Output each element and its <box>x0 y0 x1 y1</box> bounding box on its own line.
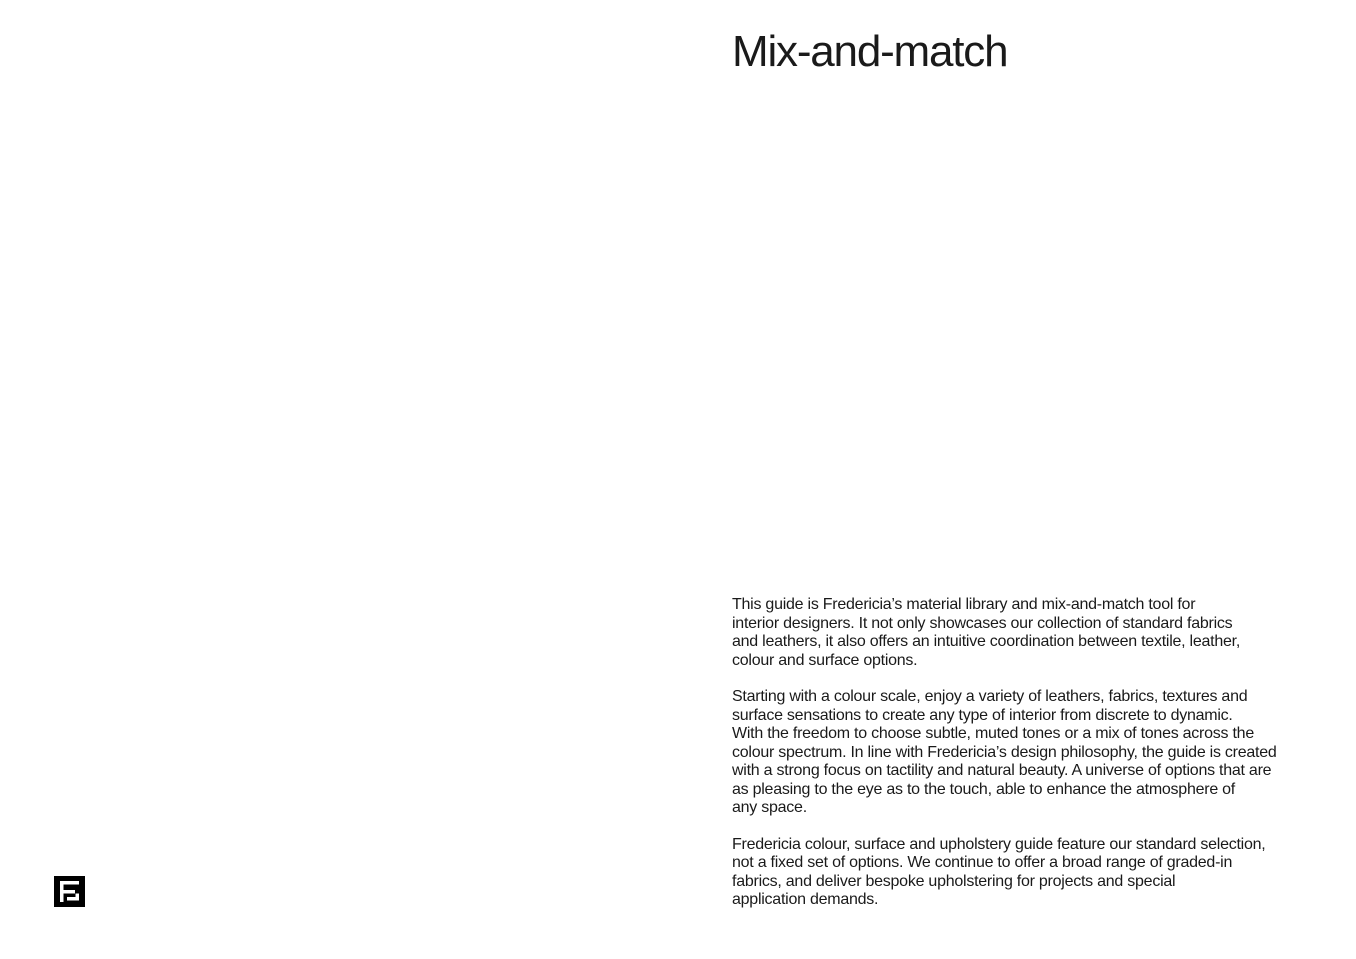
fredericia-logo-icon <box>54 876 85 907</box>
text-line: Fredericia colour, surface and upholstery guide feature our standard selection, <box>732 835 1266 853</box>
page-title: Mix-and-match <box>732 27 1008 76</box>
paragraph-standard-selection <box>732 836 1332 910</box>
text-line: with a strong focus on tactility and natural beauty. A universe of options that are <box>732 762 1272 779</box>
text-line: This guide is Fredericia’s material library and mix-and-match tool for <box>732 596 1196 613</box>
paragraph-colour-scale <box>732 688 1332 818</box>
text-line: not a fixed set of options. We continue to offer a broad range of graded-in <box>732 854 1233 871</box>
body-text <box>732 596 1332 928</box>
text-line: as pleasing to the eye as to the touch, able to enhance the atmosphere of <box>732 780 1235 798</box>
text-line: fabrics, and deliver bespoke upholstering for projects and special <box>732 872 1176 890</box>
text-line: any space. <box>732 799 807 816</box>
right-page <box>678 0 1356 959</box>
text-line: and leathers, it also offers an intuitive coordination between textile, leather, <box>732 633 1241 650</box>
text-line: colour and surface options. <box>732 651 918 669</box>
text-line: surface sensations to create any type of interior from discrete to dynamic. <box>732 706 1233 724</box>
text-line: application demands. <box>732 891 879 908</box>
text-line: Starting with a colour scale, enjoy a variety of leathers, fabrics, textures and <box>732 688 1248 705</box>
text-line: interior designers. It not only showcases our collection of standard fabrics <box>732 614 1233 632</box>
text-line: colour spectrum. In line with Fredericia’s design philosophy, the guide is created <box>732 743 1277 761</box>
paragraph-intro <box>732 596 1332 670</box>
text-line: With the freedom to choose subtle, muted tones or a mix of tones across the <box>732 725 1254 742</box>
